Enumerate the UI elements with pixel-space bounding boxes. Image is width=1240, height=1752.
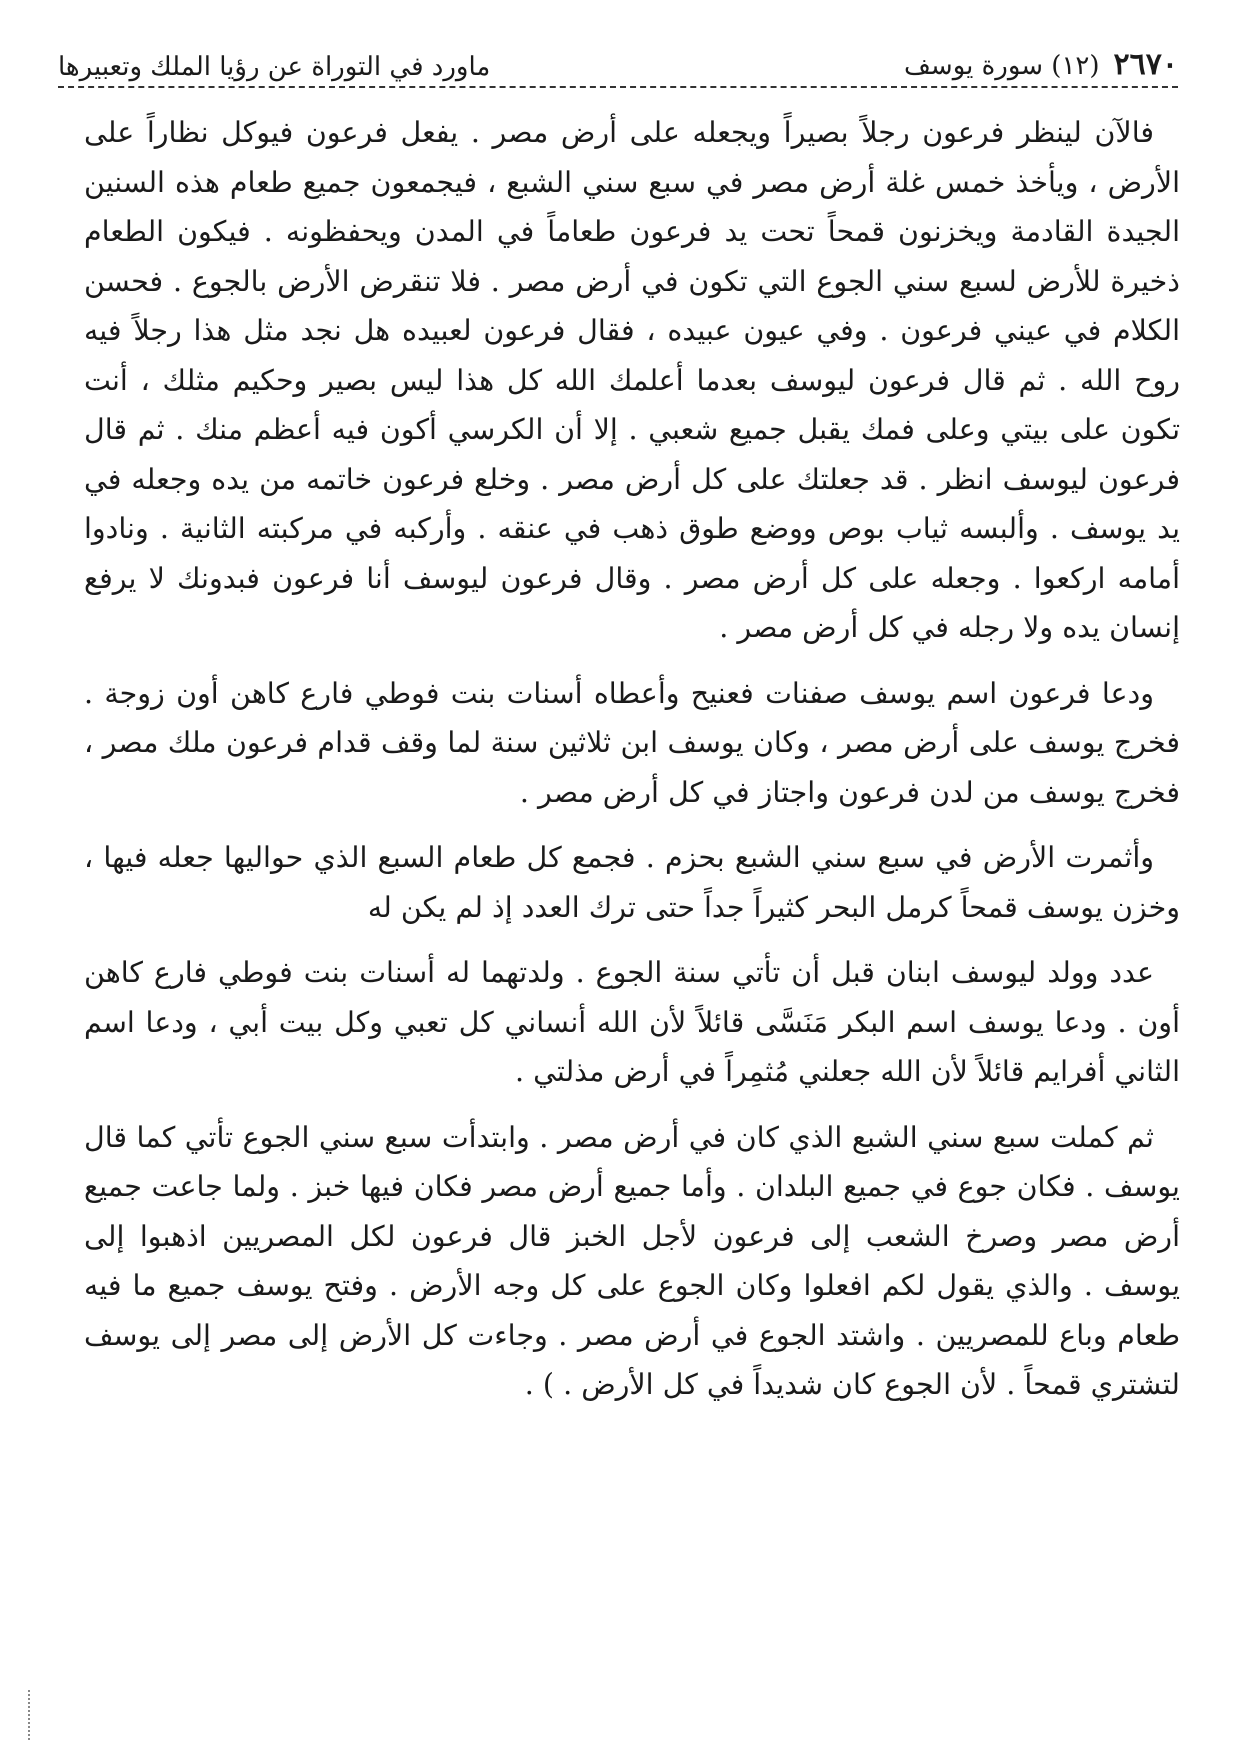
running-title: ماورد في التوراة عن رؤيا الملك وتعبيرها xyxy=(58,52,491,82)
page-header xyxy=(58,34,1178,82)
paragraph-4: عدد وولد ليوسف ابنان قبل أن تأتي سنة الجوع . ولدتهما له أسنات بنت فوطي فارع كاهن أون . ودعا يوسف اسم البكر مَنَسَّى قائلاً لأن الله أنساني كل تعبي وكل بيت أبي ، ودعا اسم الثاني أفرايم قائلاً لأن الله جعلني مُثمِراً في أرض مذلتي . xyxy=(84,956,1180,1088)
header-divider xyxy=(58,86,1178,88)
page-number: ٢٦٧٠ xyxy=(1113,47,1178,82)
paragraph-2: ودعا فرعون اسم يوسف صفنات فعنيح وأعطاه أسنات بنت فوطي فارع كاهن أون زوجة . فخرج يوسف على أرض مصر ، وكان يوسف ابن ثلاثين سنة لما وقف قدام فرعون ملك مصر ، فخرج يوسف من لدن فرعون واجتاز في كل أرض مصر . xyxy=(84,676,1180,809)
paragraph-1: فالآن لينظر فرعون رجلاً بصيراً ويجعله على أرض مصر . يفعل فرعون فيوكل نظاراً على الأرض ، ويأخذ خمس غلة أرض مصر في سبع سني الشبع ، فيجمعون جميع طعام هذه السنين الجيدة القادمة ويخزنون قمحاً تحت يد فرعون طعاماً في المدن ويحفظونه . فيكون الطعام ذخيرة للأرض لسبع سني الجوع التي تكون في أرض مصر . فلا تنقرض الأرض بالجوع . فحسن الكلام في عيني فرعون . وفي عيون عبيده ، فقال فرعون لعبيده هل نجد مثل هذا رجلاً فيه روح الله . ثم قال فرعون ليوسف بعدما أعلمك الله كل هذا ليس بصير وحكيم مثلك ، أنت تكون على بيتي وعلى فمك يقبل جميع شعبي . إلا أن الكرسي أكون فيه أعظم منك . ثم قال فرعون ليوسف انظر . قد جعلتك على كل أرض مصر . وخلع فرعون خاتمه من يده وجعله في يد يوسف . وألبسه ثياب بوص ووضع طوق ذهب في عنقه . وأركبه في مركبته الثانية . ونادوا أمامه اركعوا . وجعله على كل أرض مصر . وقال فرعون ليوسف أنا فرعون فبدونك لا يرفع إنسان يده ولا رجله في كل أرض مصر . xyxy=(84,116,1180,644)
margin-mark xyxy=(28,1690,32,1740)
surah-label: (١٢) سورة يوسف xyxy=(904,51,1100,81)
page-body xyxy=(84,108,1180,1426)
paragraph-5: ثم كملت سبع سني الشبع الذي كان في أرض مصر . وابتدأت سبع سني الجوع تأتي كما قال يوسف . فكان جوع في جميع البلدان . وأما جميع أرض مصر فكان فيها خبز . ولما جاعت جميع أرض مصر وصرخ الشعب إلى فرعون لأجل الخبز قال فرعون لكل المصريين اذهبوا إلى يوسف . والذي يقول لكم افعلوا وكان الجوع على كل وجه الأرض . وفتح يوسف جميع ما فيه طعام وباع للمصريين . واشتد الجوع في أرض مصر . وجاءت كل الأرض إلى مصر إلى يوسف لتشتري قمحاً . لأن الجوع كان شديداً في كل الأرض . ) . xyxy=(84,1120,1180,1401)
paragraph-3: وأثمرت الأرض في سبع سني الشبع بحزم . فجمع كل طعام السبع الذي حواليها جعله فيها ، وخزن يوسف قمحاً كرمل البحر كثيراً جداً حتى ترك العدد إذ لم يكن له xyxy=(84,841,1180,924)
header-right-group xyxy=(904,47,1178,82)
